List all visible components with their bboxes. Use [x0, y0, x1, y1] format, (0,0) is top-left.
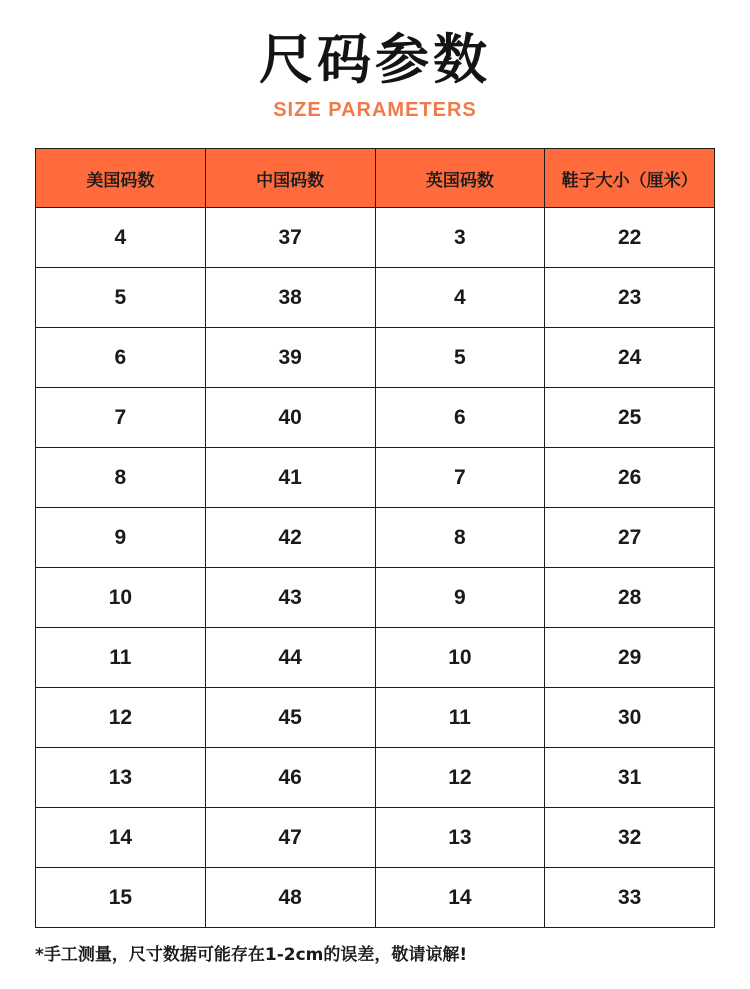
cell-cn-size: 38 [205, 268, 375, 328]
cell-uk-size: 6 [375, 388, 545, 448]
table-row [36, 328, 715, 388]
cell-cn-size: 42 [205, 508, 375, 568]
cell-uk-size: 7 [375, 448, 545, 508]
header-foot-length-cm: 鞋子大小（厘米） [545, 149, 715, 208]
cell-foot-length: 32 [545, 808, 715, 868]
cell-uk-size: 8 [375, 508, 545, 568]
cell-cn-size: 40 [205, 388, 375, 448]
cell-foot-length: 23 [545, 268, 715, 328]
cell-us-size: 11 [36, 628, 206, 688]
header-cn-size: 中国码数 [205, 149, 375, 208]
table-row [36, 628, 715, 688]
cell-uk-size: 10 [375, 628, 545, 688]
header-uk-size: 英国码数 [375, 149, 545, 208]
cell-uk-size: 5 [375, 328, 545, 388]
cell-us-size: 6 [36, 328, 206, 388]
cell-us-size: 10 [36, 568, 206, 628]
cell-cn-size: 37 [205, 208, 375, 268]
cell-foot-length: 24 [545, 328, 715, 388]
header-row [36, 149, 715, 208]
cell-uk-size: 9 [375, 568, 545, 628]
cell-foot-length: 28 [545, 568, 715, 628]
cell-foot-length: 25 [545, 388, 715, 448]
cell-cn-size: 45 [205, 688, 375, 748]
table-row [36, 688, 715, 748]
table-row [36, 508, 715, 568]
cell-us-size: 4 [36, 208, 206, 268]
cell-uk-size: 13 [375, 808, 545, 868]
cell-cn-size: 46 [205, 748, 375, 808]
cell-foot-length: 30 [545, 688, 715, 748]
size-table [35, 148, 715, 928]
page-subtitle: SIZE PARAMETERS [273, 99, 477, 121]
cell-cn-size: 44 [205, 628, 375, 688]
cell-uk-size: 14 [375, 868, 545, 928]
cell-uk-size: 11 [375, 688, 545, 748]
table-row [36, 868, 715, 928]
cell-cn-size: 43 [205, 568, 375, 628]
header-us-size: 美国码数 [36, 149, 206, 208]
cell-foot-length: 29 [545, 628, 715, 688]
cell-us-size: 12 [36, 688, 206, 748]
cell-us-size: 14 [36, 808, 206, 868]
cell-foot-length: 22 [545, 208, 715, 268]
cell-us-size: 8 [36, 448, 206, 508]
table-row [36, 568, 715, 628]
cell-cn-size: 41 [205, 448, 375, 508]
cell-us-size: 15 [36, 868, 206, 928]
cell-foot-length: 33 [545, 868, 715, 928]
cell-cn-size: 47 [205, 808, 375, 868]
cell-us-size: 5 [36, 268, 206, 328]
cell-foot-length: 26 [545, 448, 715, 508]
cell-foot-length: 31 [545, 748, 715, 808]
size-table-header [36, 149, 715, 208]
page-title: 尺码参数 [259, 28, 491, 91]
cell-us-size: 13 [36, 748, 206, 808]
table-row [36, 448, 715, 508]
cell-foot-length: 27 [545, 508, 715, 568]
cell-us-size: 9 [36, 508, 206, 568]
cell-cn-size: 39 [205, 328, 375, 388]
cell-us-size: 7 [36, 388, 206, 448]
measurement-note: *手工测量，尺寸数据可能存在1-2cm的误差，敬请谅解! [35, 945, 468, 965]
cell-cn-size: 48 [205, 868, 375, 928]
table-row [36, 808, 715, 868]
cell-uk-size: 12 [375, 748, 545, 808]
table-row [36, 208, 715, 268]
table-row [36, 268, 715, 328]
table-row [36, 388, 715, 448]
size-table-body [36, 208, 715, 928]
cell-uk-size: 3 [375, 208, 545, 268]
cell-uk-size: 4 [375, 268, 545, 328]
table-row [36, 748, 715, 808]
